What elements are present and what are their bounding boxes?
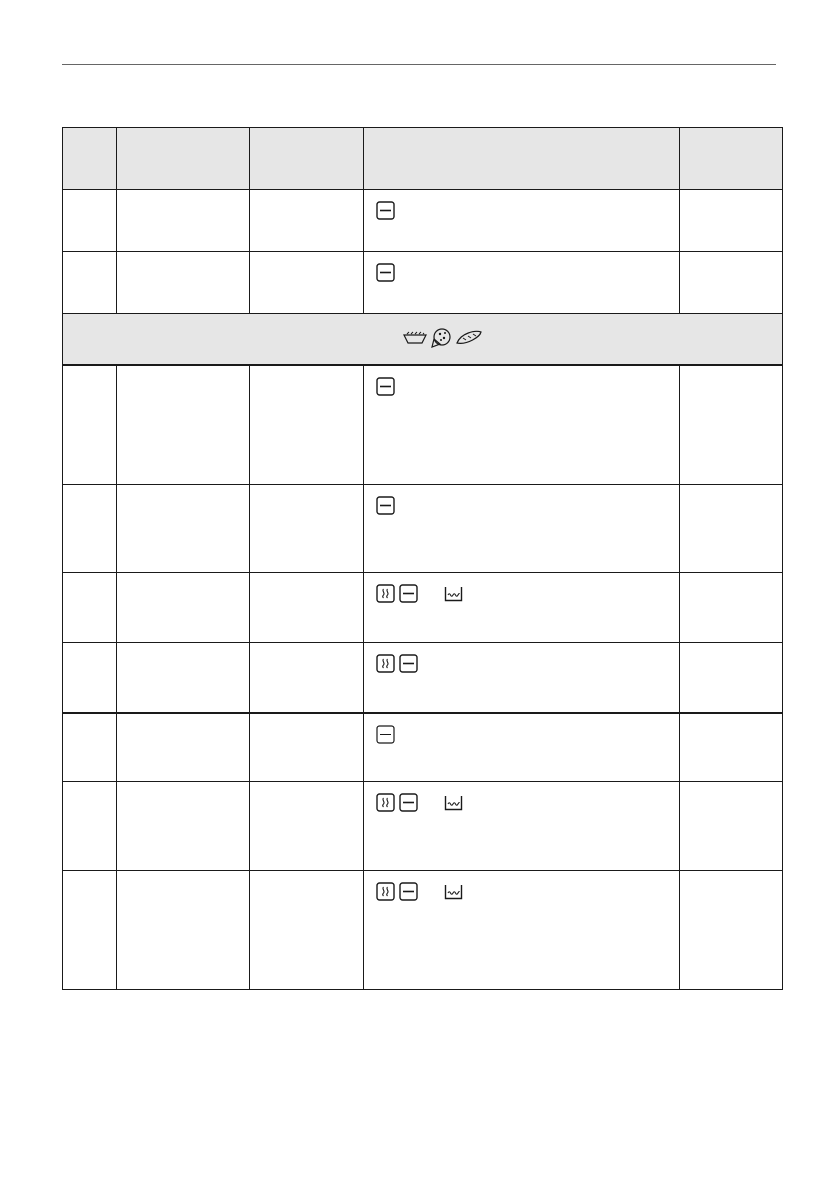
header-cell	[63, 128, 117, 190]
steam-icon	[376, 793, 395, 812]
header-cell	[250, 128, 364, 190]
cell-no	[63, 573, 117, 643]
table-row	[63, 713, 783, 782]
header-cell	[680, 128, 783, 190]
cell-function	[364, 782, 680, 871]
steam-icon	[376, 654, 395, 673]
cell-function	[364, 643, 680, 713]
cell-temp	[250, 190, 364, 252]
cell-no	[63, 713, 117, 782]
cell-time	[680, 871, 783, 990]
cell-time	[680, 365, 783, 485]
cell-function	[364, 713, 680, 782]
table-row	[63, 643, 783, 713]
header-cell	[117, 128, 250, 190]
bottom-heat-icon	[399, 793, 418, 812]
category-cell	[63, 314, 783, 365]
cell-no	[63, 190, 117, 252]
cell-time	[680, 252, 783, 314]
table-row	[63, 252, 783, 314]
table-row	[63, 485, 783, 573]
table-row	[63, 190, 783, 252]
cell-temp	[250, 871, 364, 990]
cell-function	[364, 190, 680, 252]
tart-tray-icon	[403, 330, 427, 346]
cell-no	[63, 782, 117, 871]
table-header	[63, 128, 783, 190]
baking-programs-table	[62, 127, 783, 990]
cell-temp	[250, 252, 364, 314]
cell-temp	[250, 485, 364, 573]
water-tray-icon	[444, 584, 463, 603]
baguette-icon	[455, 329, 483, 347]
cell-function	[364, 485, 680, 573]
cell-time	[680, 485, 783, 573]
cell-time	[680, 713, 783, 782]
top-rule	[62, 64, 776, 65]
water-tray-icon	[444, 793, 463, 812]
table-row	[63, 871, 783, 990]
cell-time	[680, 190, 783, 252]
bottom-heat-icon	[399, 584, 418, 603]
cell-food	[117, 485, 250, 573]
water-tray-icon	[444, 882, 463, 901]
table-row	[63, 365, 783, 485]
bottom-heat-icon	[399, 654, 418, 673]
cell-function	[364, 871, 680, 990]
cell-temp	[250, 782, 364, 871]
category-icons	[363, 327, 483, 349]
cell-function	[364, 365, 680, 485]
cell-food	[117, 365, 250, 485]
bottom-heat-icon	[376, 377, 395, 396]
category-row	[63, 314, 783, 365]
cell-temp	[250, 643, 364, 713]
cell-time	[680, 573, 783, 643]
table-row	[63, 782, 783, 871]
cell-time	[680, 643, 783, 713]
cell-no	[63, 485, 117, 573]
cell-time	[680, 782, 783, 871]
bottom-heat-icon	[376, 496, 395, 515]
cell-food	[117, 871, 250, 990]
cell-no	[63, 365, 117, 485]
cell-no	[63, 252, 117, 314]
bottom-heat-icon	[376, 263, 395, 282]
cell-food	[117, 782, 250, 871]
cell-temp	[250, 365, 364, 485]
cell-food	[117, 643, 250, 713]
cell-function	[364, 573, 680, 643]
steam-icon	[376, 882, 395, 901]
cell-temp	[250, 713, 364, 782]
bottom-heat-icon	[399, 882, 418, 901]
header-cell	[364, 128, 680, 190]
bottom-heat-icon	[376, 201, 395, 220]
cell-food	[117, 713, 250, 782]
cell-no	[63, 871, 117, 990]
steam-icon	[376, 584, 395, 603]
cell-food	[117, 190, 250, 252]
cell-temp	[250, 573, 364, 643]
cell-food	[117, 573, 250, 643]
table-row	[63, 573, 783, 643]
cell-food	[117, 252, 250, 314]
conventional-heat-icon	[376, 725, 395, 744]
cell-no	[63, 643, 117, 713]
pizza-slice-icon	[430, 327, 452, 349]
cell-function	[364, 252, 680, 314]
